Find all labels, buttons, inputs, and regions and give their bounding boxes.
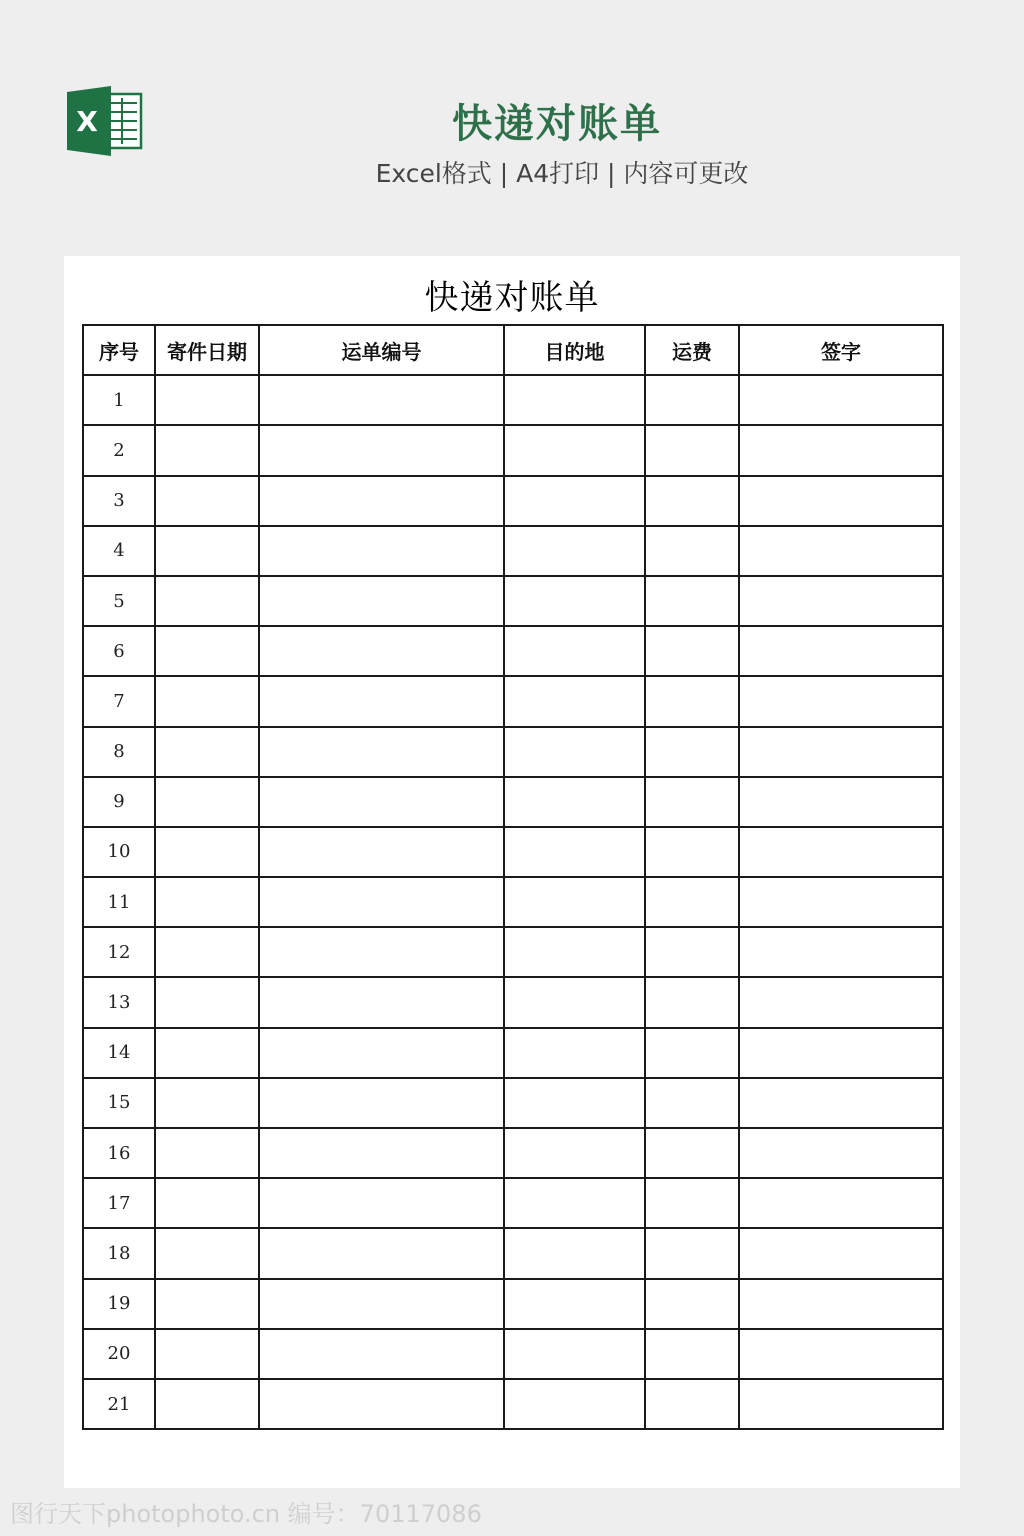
- blank-entry-cell[interactable]: [739, 977, 943, 1027]
- table-row: [83, 877, 943, 927]
- row-number-cell[interactable]: 8: [83, 727, 155, 777]
- blank-entry-cell[interactable]: [504, 676, 645, 726]
- blank-entry-cell[interactable]: [739, 777, 943, 827]
- blank-entry-cell[interactable]: [504, 877, 645, 927]
- blank-entry-cell[interactable]: [259, 425, 504, 475]
- blank-entry-cell[interactable]: [155, 727, 259, 777]
- table-row: [83, 1178, 943, 1228]
- row-number-cell[interactable]: 19: [83, 1279, 155, 1329]
- row-number-cell[interactable]: 18: [83, 1228, 155, 1278]
- row-number-cell[interactable]: 16: [83, 1128, 155, 1178]
- row-number-cell[interactable]: 3: [83, 476, 155, 526]
- blank-entry-cell[interactable]: [259, 1028, 504, 1078]
- table-row: [83, 526, 943, 576]
- sheet-title: 快递对账单: [424, 278, 600, 318]
- blank-entry-cell[interactable]: [645, 526, 739, 576]
- blank-entry-cell[interactable]: [739, 1028, 943, 1078]
- row-number-cell[interactable]: 21: [83, 1379, 155, 1429]
- table-row: [83, 927, 943, 977]
- column-header: 序号: [83, 325, 155, 375]
- blank-entry-cell[interactable]: [504, 727, 645, 777]
- blank-entry-cell[interactable]: [504, 526, 645, 576]
- table-row: [83, 576, 943, 626]
- blank-entry-cell[interactable]: [739, 1228, 943, 1278]
- table-row: [83, 1329, 943, 1379]
- blank-entry-cell[interactable]: [645, 877, 739, 927]
- blank-entry-cell[interactable]: [259, 727, 504, 777]
- blank-entry-cell[interactable]: [504, 827, 645, 877]
- blank-entry-cell[interactable]: [155, 827, 259, 877]
- blank-entry-cell[interactable]: [739, 1128, 943, 1178]
- row-number-cell[interactable]: 1: [83, 375, 155, 425]
- excel-logo-letter: X: [76, 105, 98, 138]
- blank-entry-cell[interactable]: [645, 1078, 739, 1128]
- blank-entry-cell[interactable]: [504, 777, 645, 827]
- row-number-cell[interactable]: 11: [83, 877, 155, 927]
- table-row: [83, 1028, 943, 1078]
- ledger-table-wrap: [82, 324, 944, 1464]
- blank-entry-cell[interactable]: [739, 877, 943, 927]
- blank-entry-cell[interactable]: [155, 1379, 259, 1429]
- row-number-cell[interactable]: 5: [83, 576, 155, 626]
- blank-entry-cell[interactable]: [645, 827, 739, 877]
- blank-entry-cell[interactable]: [645, 927, 739, 977]
- blank-entry-cell[interactable]: [155, 676, 259, 726]
- table-row: [83, 1379, 943, 1429]
- column-header: 运费: [645, 325, 739, 375]
- blank-entry-cell[interactable]: [504, 1279, 645, 1329]
- blank-entry-cell[interactable]: [155, 1078, 259, 1128]
- blank-entry-cell[interactable]: [259, 1178, 504, 1228]
- blank-entry-cell[interactable]: [155, 1128, 259, 1178]
- blank-entry-cell[interactable]: [645, 1028, 739, 1078]
- blank-entry-cell[interactable]: [155, 476, 259, 526]
- blank-entry-cell[interactable]: [259, 626, 504, 676]
- blank-entry-cell[interactable]: [155, 877, 259, 927]
- row-number-cell[interactable]: 12: [83, 927, 155, 977]
- row-number-cell[interactable]: 7: [83, 676, 155, 726]
- blank-entry-cell[interactable]: [645, 476, 739, 526]
- blank-entry-cell[interactable]: [645, 1228, 739, 1278]
- blank-entry-cell[interactable]: [504, 1128, 645, 1178]
- table-row: [83, 626, 943, 676]
- table-row: [83, 777, 943, 827]
- column-header: 签字: [739, 325, 943, 375]
- row-number-cell[interactable]: 9: [83, 777, 155, 827]
- blank-entry-cell[interactable]: [504, 1228, 645, 1278]
- table-row: [83, 425, 943, 475]
- blank-entry-cell[interactable]: [155, 626, 259, 676]
- table-row: [83, 476, 943, 526]
- row-number-cell[interactable]: 4: [83, 526, 155, 576]
- column-header: 运单编号: [259, 325, 504, 375]
- blank-entry-cell[interactable]: [155, 1329, 259, 1379]
- blank-entry-cell[interactable]: [259, 877, 504, 927]
- blank-entry-cell[interactable]: [739, 476, 943, 526]
- blank-entry-cell[interactable]: [155, 1228, 259, 1278]
- blank-entry-cell[interactable]: [739, 676, 943, 726]
- blank-entry-cell[interactable]: [155, 777, 259, 827]
- blank-entry-cell[interactable]: [739, 626, 943, 676]
- blank-entry-cell[interactable]: [739, 375, 943, 425]
- blank-entry-cell[interactable]: [259, 927, 504, 977]
- blank-entry-cell[interactable]: [645, 977, 739, 1027]
- table-body: [83, 375, 943, 1429]
- blank-entry-cell[interactable]: [739, 827, 943, 877]
- blank-entry-cell[interactable]: [739, 576, 943, 626]
- blank-entry-cell[interactable]: [739, 927, 943, 977]
- blank-entry-cell[interactable]: [504, 375, 645, 425]
- table-row: [83, 827, 943, 877]
- table-row: [83, 375, 943, 425]
- blank-entry-cell[interactable]: [504, 425, 645, 475]
- banner-subtitle: Excel格式 | A4打印 | 内容可更改: [375, 159, 749, 188]
- blank-entry-cell[interactable]: [739, 425, 943, 475]
- row-number-cell[interactable]: 6: [83, 626, 155, 676]
- blank-entry-cell[interactable]: [259, 1228, 504, 1278]
- table-row: [83, 676, 943, 726]
- blank-entry-cell[interactable]: [645, 727, 739, 777]
- blank-entry-cell[interactable]: [645, 676, 739, 726]
- blank-entry-cell[interactable]: [155, 1028, 259, 1078]
- blank-entry-cell[interactable]: [739, 526, 943, 576]
- blank-entry-cell[interactable]: [259, 1279, 504, 1329]
- blank-entry-cell[interactable]: [504, 1028, 645, 1078]
- blank-entry-cell[interactable]: [504, 927, 645, 977]
- blank-entry-cell[interactable]: [645, 626, 739, 676]
- banner-title: 快递对账单: [452, 101, 662, 147]
- blank-entry-cell[interactable]: [259, 827, 504, 877]
- blank-entry-cell[interactable]: [504, 1379, 645, 1429]
- blank-entry-cell[interactable]: [645, 1178, 739, 1228]
- sheet-paper: [64, 256, 960, 1488]
- ledger-table: [82, 324, 944, 1430]
- blank-entry-cell[interactable]: [155, 927, 259, 977]
- header-row: [83, 325, 943, 375]
- blank-entry-cell[interactable]: [259, 676, 504, 726]
- blank-entry-cell[interactable]: [155, 375, 259, 425]
- blank-entry-cell[interactable]: [645, 1329, 739, 1379]
- blank-entry-cell[interactable]: [645, 1128, 739, 1178]
- table-row: [83, 1228, 943, 1278]
- blank-entry-cell[interactable]: [155, 576, 259, 626]
- blank-entry-cell[interactable]: [155, 977, 259, 1027]
- blank-entry-cell[interactable]: [259, 777, 504, 827]
- blank-entry-cell[interactable]: [645, 1379, 739, 1429]
- row-number-cell[interactable]: 2: [83, 425, 155, 475]
- blank-entry-cell[interactable]: [155, 1279, 259, 1329]
- row-number-cell[interactable]: 15: [83, 1078, 155, 1128]
- blank-entry-cell[interactable]: [259, 1379, 504, 1429]
- watermark: 图行天下photophoto.cn 编号：70117086: [10, 1500, 482, 1528]
- blank-entry-cell[interactable]: [504, 626, 645, 676]
- blank-entry-cell[interactable]: [739, 1379, 943, 1429]
- blank-entry-cell[interactable]: [259, 1128, 504, 1178]
- blank-entry-cell[interactable]: [259, 526, 504, 576]
- blank-entry-cell[interactable]: [645, 1279, 739, 1329]
- table-row: [83, 977, 943, 1027]
- blank-entry-cell[interactable]: [155, 425, 259, 475]
- blank-entry-cell[interactable]: [645, 777, 739, 827]
- blank-entry-cell[interactable]: [739, 1078, 943, 1128]
- blank-entry-cell[interactable]: [259, 375, 504, 425]
- row-number-cell[interactable]: 20: [83, 1329, 155, 1379]
- blank-entry-cell[interactable]: [504, 1329, 645, 1379]
- blank-entry-cell[interactable]: [259, 576, 504, 626]
- blank-entry-cell[interactable]: [259, 1078, 504, 1128]
- blank-entry-cell[interactable]: [739, 1279, 943, 1329]
- column-header: 目的地: [504, 325, 645, 375]
- blank-entry-cell[interactable]: [155, 526, 259, 576]
- blank-entry-cell[interactable]: [739, 727, 943, 777]
- blank-entry-cell[interactable]: [259, 1329, 504, 1379]
- table-row: [83, 1279, 943, 1329]
- blank-entry-cell[interactable]: [504, 576, 645, 626]
- table-row: [83, 1078, 943, 1128]
- row-number-cell[interactable]: 10: [83, 827, 155, 877]
- blank-entry-cell[interactable]: [645, 576, 739, 626]
- row-number-cell[interactable]: 14: [83, 1028, 155, 1078]
- blank-entry-cell[interactable]: [504, 1178, 645, 1228]
- blank-entry-cell[interactable]: [645, 375, 739, 425]
- blank-entry-cell[interactable]: [504, 476, 645, 526]
- blank-entry-cell[interactable]: [259, 977, 504, 1027]
- blank-entry-cell[interactable]: [155, 1178, 259, 1228]
- blank-entry-cell[interactable]: [504, 1078, 645, 1128]
- blank-entry-cell[interactable]: [739, 1329, 943, 1379]
- blank-entry-cell[interactable]: [259, 476, 504, 526]
- row-number-cell[interactable]: 13: [83, 977, 155, 1027]
- table-row: [83, 1128, 943, 1178]
- column-header: 寄件日期: [155, 325, 259, 375]
- row-number-cell[interactable]: 17: [83, 1178, 155, 1228]
- blank-entry-cell[interactable]: [739, 1178, 943, 1228]
- blank-entry-cell[interactable]: [504, 977, 645, 1027]
- table-row: [83, 727, 943, 777]
- blank-entry-cell[interactable]: [645, 425, 739, 475]
